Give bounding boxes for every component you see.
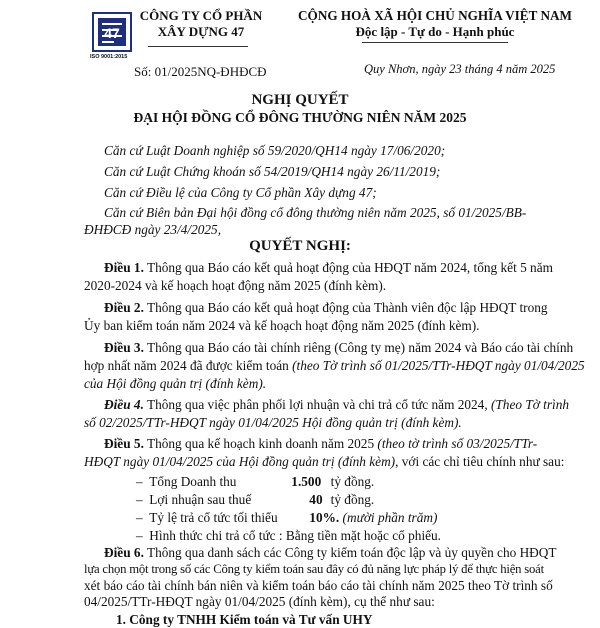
legal-basis-1: Căn cứ Luật Doanh nghiệp số 59/2020/QH14 ngày 17/06/2020; (104, 143, 446, 158)
legal-basis-4: Căn cứ Biên bản Đại hội đồng cổ đông thường niên năm 2025, số 01/2025/BB- (104, 205, 527, 220)
article-3-line1: Điều 3. Thông qua Báo cáo tài chính riêng (Công ty mẹ) năm 2024 và Báo cáo tài chính (104, 340, 574, 355)
legal-basis-3: Căn cứ Điều lệ của Công ty Cổ phần Xây dựng 47; (104, 185, 377, 200)
company-logo (92, 12, 132, 54)
auditor-1: 1. Công ty TNHH Kiểm toán và Tư vấn UHY (116, 612, 373, 627)
article-5-line1: Điều 5. Thông qua kế hoạch kinh doanh năm 2025 (theo tờ trình số 03/2025/TTr- (104, 436, 538, 451)
company-name-line1: CÔNG TY CỔ PHẦN (139, 8, 263, 23)
article-5-line2: HĐQT ngày 01/04/2025 của Hội đồng quản trị (đính kèm), với các chỉ tiêu chính như sau: (84, 454, 565, 469)
target-dividend: – Tỷ lệ trả cổ tức tối thiểu 10%. (mười phần trăm) (136, 510, 438, 525)
legal-basis-2: Căn cứ Luật Chứng khoán số 54/2019/QH14 ngày 26/11/2019; (104, 164, 441, 179)
motto-underline (362, 42, 508, 43)
resolution-subtitle: ĐẠI HỘI ĐỒNG CỔ ĐÔNG THƯỜNG NIÊN NĂM 2025 (133, 110, 467, 125)
dividend-payment-form: – Hình thức chi trả cổ tức : Bằng tiền mặt hoặc cổ phiếu. (136, 528, 442, 543)
article-6-line1: Điều 6. Thông qua danh sách các Công ty kiểm toán độc lập và ủy quyền cho HĐQT (104, 545, 557, 560)
nation-title: CỘNG HOÀ XÃ HỘI CHỦ NGHĨA VIỆT NAM (298, 8, 572, 23)
target-profit: – Lợi nhuận sau thuế 40 tỷ đồng. (136, 492, 375, 507)
article-6-line2: lựa chọn một trong số các Công ty kiểm toán sau đây có đủ năng lực pháp lý để thực hiện soát (84, 562, 544, 576)
svg-text:47: 47 (104, 25, 120, 41)
article-3-line3: của Hội đồng quản trị (đính kèm). (84, 376, 267, 391)
article-1-line1: Điều 1. Thông qua Báo cáo kết quả hoạt động của HĐQT năm 2024, tổng kết 5 năm (104, 260, 553, 275)
resolves-heading: QUYẾT NGHỊ: (249, 238, 351, 254)
article-2-line1: Điều 2. Thông qua Báo cáo kết quả hoạt động của Thành viên độc lập HĐQT trong (104, 300, 548, 315)
nation-motto: Độc lập - Tự do - Hạnh phúc (355, 24, 515, 39)
place-date: Quy Nhơn, ngày 23 tháng 4 năm 2025 (364, 62, 556, 76)
company-name-line2: XÂY DỰNG 47 (157, 24, 245, 39)
article-2-line2: Ủy ban kiểm toán năm 2024 và kế hoạch hoạt động năm 2025 (đính kèm). (84, 318, 480, 333)
company-underline (148, 46, 248, 47)
iso-label: ISO 9001:2015 (90, 54, 128, 60)
article-6-line3: xét báo cáo tài chính bán niên và kiểm toán báo cáo tài chính năm 2025 theo Tờ trình số (84, 578, 553, 593)
target-revenue: – Tổng Doanh thu 1.500 tỷ đồng. (136, 474, 375, 489)
article-3-line2: hợp nhất năm 2024 đã được kiểm toán (theo Tờ trình số 01/2025/TTr-HĐQT ngày 01/04/2025 (84, 358, 585, 373)
article-1-line2: 2020-2024 và kế hoạch hoạt động năm 2025 (đính kèm). (84, 278, 387, 293)
article-4-line1: Điều 4. Thông qua việc phân phối lợi nhuận và chi trả cổ tức năm 2024, (Theo Tờ trình (104, 397, 570, 412)
legal-basis-4-cont: ĐHĐCĐ ngày 23/4/2025, (84, 222, 222, 237)
resolution-title: NGHỊ QUYẾT (251, 92, 349, 108)
article-6-line4: 04/2025/TTr-HĐQT ngày 01/04/2025 (đính kèm), cụ thể như sau: (84, 594, 435, 609)
article-4-line2: số 02/2025/TTr-HĐQT ngày 01/04/2025 Hội đồng quản trị (đính kèm). (84, 415, 462, 430)
document-number: Số: 01/2025NQ-ĐHĐCĐ (134, 64, 267, 79)
